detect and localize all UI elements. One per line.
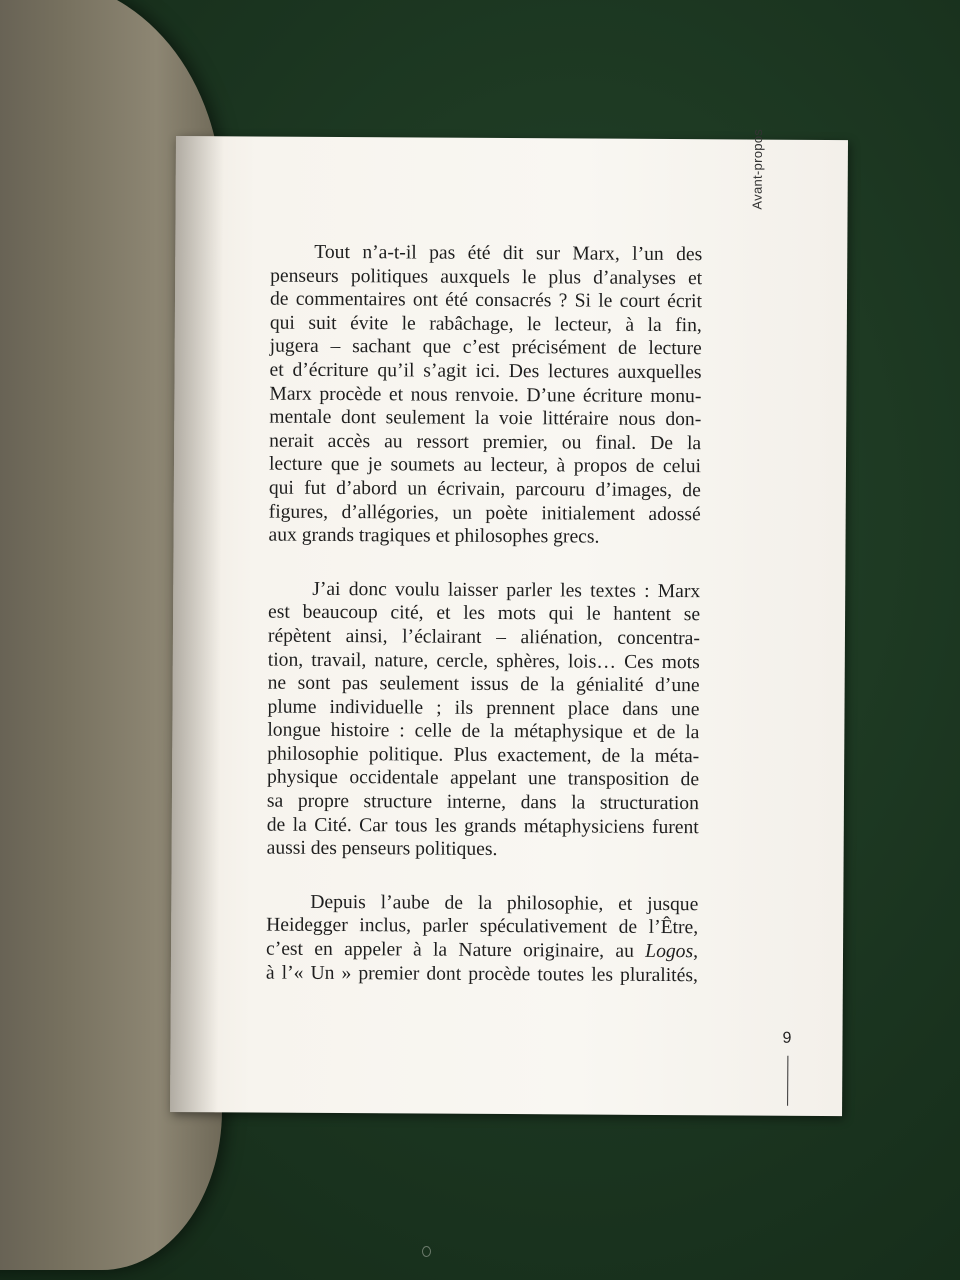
text-line: de commentaires ont été consacrés ? Si le court écrit [269, 288, 703, 313]
text-line-start: c’est en appeler à la Nature originaire, au [265, 938, 646, 962]
page-number: 9 [782, 1029, 792, 1047]
text-line: à l’« Un » premier dont procède toutes les pluralités, [265, 962, 698, 986]
text-line: J’ai donc voulu laisser parler les textes : Marx [312, 578, 701, 602]
book-page [170, 128, 848, 1116]
text-line: qui suit évite le rabâchage, le lecteur, à la fin, [269, 312, 702, 336]
text-line: et d’écriture qu’il s’agit ici. Des lectures auxquelles [269, 359, 702, 384]
text-line: jugera – sachant que c’est précisément de lecture [269, 335, 702, 360]
text-line: est beaucoup cité, et les mots qui le hantent se [268, 601, 701, 626]
text-line: nerait accès au ressort premier, ou final. De la [269, 430, 702, 454]
text-line: de la Cité. Car tous les grands métaphysiciens furent [266, 814, 699, 838]
text-line: Marx procède et nous renvoie. D’une écriture monu- [269, 383, 702, 407]
text-line-end: , [693, 941, 699, 963]
text-line: Heidegger inclus, parler spéculativement de l’Être, [266, 915, 699, 939]
lint-speck [422, 1246, 431, 1257]
paragraph-gap [268, 547, 700, 580]
text-line: physique occidentale appelant une transposition de [267, 767, 700, 791]
text-line: figures, d’allégories, un poète initialement adossé [268, 501, 701, 525]
text-line: Tout n’a-t-il pas été dit sur Marx, l’un des [314, 241, 703, 266]
paragraph-3 [266, 890, 699, 987]
text-line: longue histoire : celle de la métaphysique et de la [267, 719, 700, 744]
text-line: philosophie politique. Plus exactement, de la méta- [267, 743, 700, 768]
text-line: qui fut d’abord un écrivain, parcouru d’images, de [268, 477, 701, 502]
text-line: aussi des penseurs politiques. [266, 837, 498, 861]
text-line: penseurs politiques auxquels le plus d’analyses et [270, 265, 703, 289]
text-line [266, 938, 698, 964]
text-line: plume individuelle ; ils prennent place dans une [267, 696, 700, 720]
running-head [750, 90, 771, 210]
text-line: ne sont pas seulement issus de la génialité d’une [267, 672, 700, 697]
folio-rule [787, 1056, 788, 1106]
body-text [266, 241, 703, 988]
text-line: mentale dont seulement la voie littéraire nous don- [269, 406, 702, 431]
text-line: tion, travail, nature, cercle, sphères, lois… Ces mots [267, 649, 700, 673]
italic-logos: Logos [645, 940, 694, 963]
text-line: lecture que je soumets au lecteur, à propos de celui [268, 453, 702, 478]
paragraph-gap [266, 860, 698, 893]
text-line: sa propre structure interne, dans la structuration [266, 790, 699, 815]
running-head-text: Avant-propos [749, 128, 766, 210]
text-line: aux grands tragiques et philosophes grecs. [268, 524, 600, 548]
text-line: Depuis l’aube de la philosophie, et jusque [310, 891, 699, 916]
paragraph-1 [268, 241, 702, 550]
text-line: répètent ainsi, l’éclairant – aliénation, concentra- [267, 625, 701, 650]
gutter-shadow [170, 136, 224, 1112]
paragraph-2 [267, 577, 701, 863]
